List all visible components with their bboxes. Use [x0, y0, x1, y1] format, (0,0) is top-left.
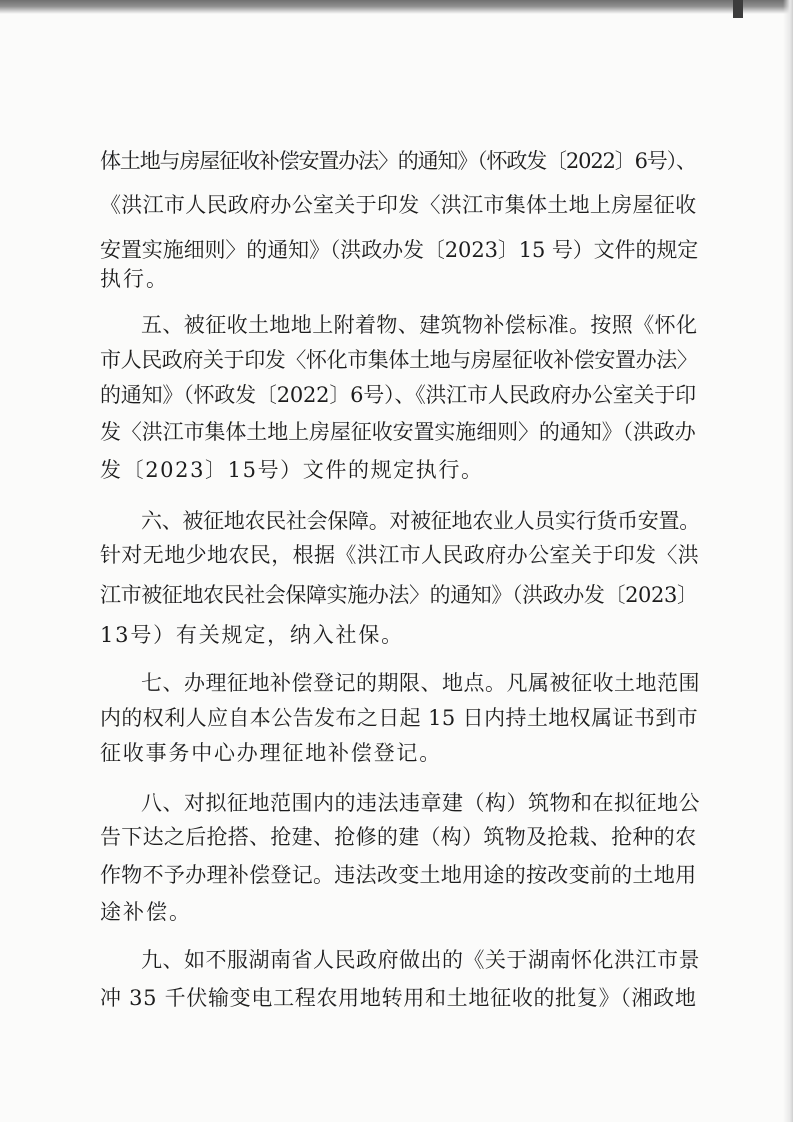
body-line: 发〈洪江市集体土地上房屋征收安置实施细则〉的通知》（洪政办 — [100, 420, 696, 444]
body-line: 发〔2023〕15号）文件的规定执行。 — [100, 458, 484, 482]
body-line: 途补偿。 — [100, 900, 192, 924]
body-line: 作物不予办理补偿登记。违法改变土地用途的按改变前的土地用 — [100, 863, 697, 887]
body-line: 征收事务中心办理征地补偿登记。 — [100, 741, 442, 765]
scan-top-mark — [733, 0, 743, 18]
body-line: 市人民政府关于印发〈怀化市集体土地与房屋征收补偿安置办法〉 — [100, 348, 698, 372]
body-line: 《洪江市人民政府办公室关于印发〈洪江市集体土地上房屋征收 — [100, 193, 697, 217]
paragraph-9-first-line: 九、如不服湖南省人民政府做出的《关于湖南怀化洪江市景 — [141, 948, 700, 972]
body-line: 告下达之后抢搭、抢建、抢修的建（构）筑物及抢栽、抢种的农 — [100, 825, 697, 849]
body-line: 的通知》（怀政发〔2022〕6号）、《洪江市人民政府办公室关于印 — [100, 383, 696, 407]
body-line: 13号）有关规定，纳入社保。 — [100, 623, 404, 647]
paragraph-8-first-line: 八、对拟征地范围内的违法违章建（构）筑物和在拟征地公 — [141, 791, 700, 815]
body-line: 内的权利人应自本公告发布之日起 15 日内持土地权属证书到市 — [100, 706, 699, 730]
body-line: 针对无地少地农民，根据《洪江市人民政府办公室关于印发〈洪 — [100, 543, 700, 567]
scan-right-edge — [783, 0, 793, 1122]
body-line: 安置实施细则〉的通知》（洪政办发〔2023〕15 号）文件的规定 — [100, 238, 699, 262]
paragraph-7-first-line: 七、办理征地补偿登记的期限、地点。凡属被征收土地范围 — [141, 671, 700, 695]
body-line: 执行。 — [100, 267, 169, 291]
paragraph-5-first-line: 五、被征收土地地上附着物、建筑物补偿标准。按照《怀化 — [141, 313, 698, 337]
scan-top-border — [0, 0, 793, 14]
body-line: 江市被征地农民社会保障实施办法〉的通知》（洪政办发〔2023〕 — [100, 583, 698, 607]
paragraph-6-first-line: 六、被征地农民社会保障。对被征地农业人员实行货币安置。 — [141, 509, 700, 533]
body-line: 体土地与房屋征收补偿安置办法〉的通知》（怀政发〔2022〕6号）、 — [100, 149, 696, 173]
body-line: 冲 35 千伏输变电工程农用地转用和土地征收的批复》（湘政地 — [100, 986, 697, 1010]
